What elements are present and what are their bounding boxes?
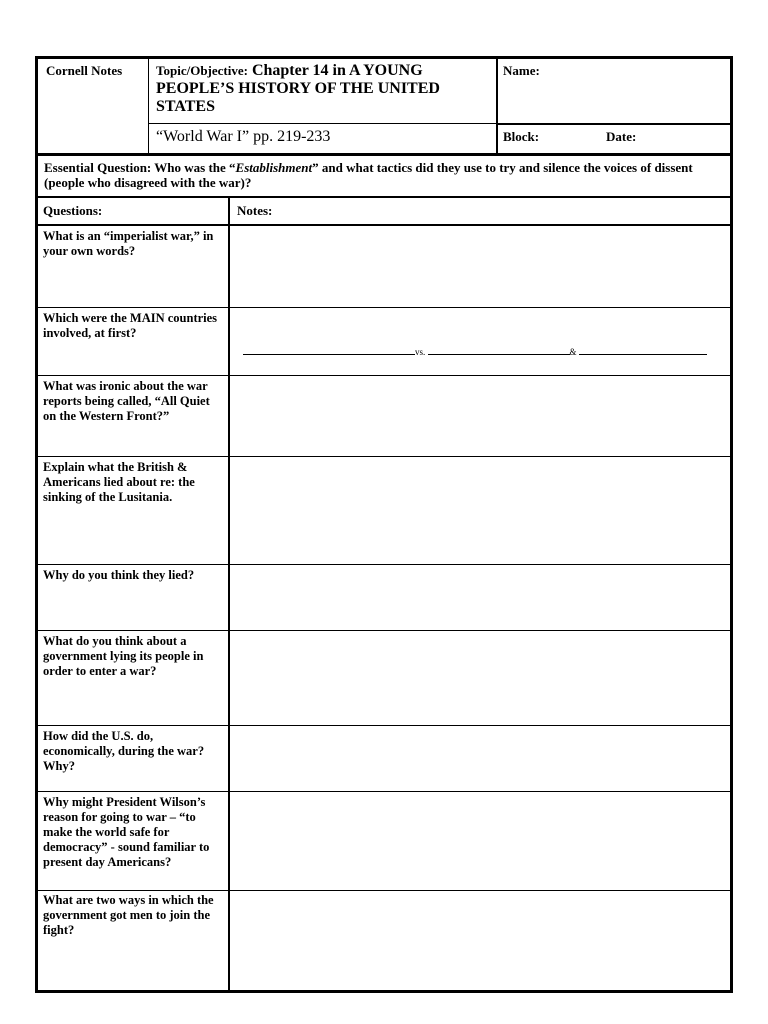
question-text: Explain what the British & Americans lied about re: the sinking of the Lusitania. bbox=[43, 460, 195, 504]
country-blank-1[interactable] bbox=[243, 346, 415, 355]
question-row bbox=[38, 631, 730, 726]
question-text: What is an “imperialist war,” in your own words? bbox=[43, 229, 214, 258]
country-blank-3[interactable] bbox=[579, 346, 707, 355]
topic-label: Topic/Objective: bbox=[156, 63, 248, 78]
questions-column-header: Questions: bbox=[43, 203, 103, 218]
notes-area[interactable] bbox=[231, 631, 730, 725]
notes-area[interactable] bbox=[231, 308, 730, 375]
question-text: Why do you think they lied? bbox=[43, 568, 195, 582]
question-text: Why might President Wilson’s reason for going to war – “to make the world safe for democracy” - sound familiar to present day Americans? bbox=[43, 795, 210, 869]
notes-area[interactable] bbox=[231, 792, 730, 890]
question-row bbox=[38, 792, 730, 891]
essential-question bbox=[35, 156, 733, 198]
column-header-row bbox=[38, 198, 730, 226]
question-text: How did the U.S. do, economically, during the war? Why? bbox=[43, 729, 205, 773]
essential-question-suffix: ” and what tactics did they use to try and silence the voices of dissent (people who disagreed with the war)? bbox=[44, 160, 693, 190]
cornell-notes-label: Cornell Notes bbox=[46, 63, 123, 78]
notes-area[interactable] bbox=[231, 376, 730, 456]
country-blank-2[interactable] bbox=[428, 346, 570, 355]
name-field[interactable] bbox=[548, 61, 728, 119]
notes-column-header: Notes: bbox=[237, 203, 273, 218]
notes-area[interactable] bbox=[231, 565, 730, 630]
notes-grid bbox=[35, 198, 733, 993]
question-row bbox=[38, 308, 730, 376]
question-row bbox=[38, 376, 730, 457]
topic-objective bbox=[156, 62, 486, 116]
question-text: What do you think about a government lying its people in order to enter a war? bbox=[43, 634, 204, 678]
question-row bbox=[38, 457, 730, 565]
notes-area[interactable] bbox=[231, 726, 730, 791]
notes-area[interactable] bbox=[231, 891, 730, 990]
question-row bbox=[38, 891, 730, 990]
question-text: Which were the MAIN countries involved, at first? bbox=[43, 311, 218, 340]
and-label: & bbox=[569, 347, 577, 357]
essential-question-emphasis: Establishment bbox=[235, 160, 313, 175]
block-field[interactable] bbox=[548, 127, 603, 153]
question-text: What was ironic about the war reports being called, “All Quiet on the Western Front?” bbox=[43, 379, 210, 423]
essential-question-prefix: Essential Question: Who was the “ bbox=[44, 160, 236, 175]
notes-area[interactable] bbox=[231, 226, 730, 307]
vs-label: vs. bbox=[415, 347, 426, 357]
name-field-label: Name: bbox=[503, 63, 540, 78]
question-row bbox=[38, 565, 730, 631]
question-text: What are two ways in which the government got men to join the fight? bbox=[43, 893, 214, 937]
question-row bbox=[38, 726, 730, 792]
date-field-label: Date: bbox=[606, 129, 637, 144]
cornell-notes-sheet bbox=[35, 56, 733, 993]
block-field-label: Block: bbox=[503, 129, 540, 144]
question-row bbox=[38, 226, 730, 308]
subtopic: “World War I” pp. 219-233 bbox=[156, 128, 331, 145]
notes-area[interactable] bbox=[231, 457, 730, 564]
date-field[interactable] bbox=[643, 127, 728, 153]
topic-text: Chapter 14 in A YOUNG PEOPLE’S HISTORY OF THE UNITED STATES bbox=[156, 62, 440, 115]
header-table bbox=[35, 56, 733, 156]
countries-blanks bbox=[243, 346, 707, 357]
